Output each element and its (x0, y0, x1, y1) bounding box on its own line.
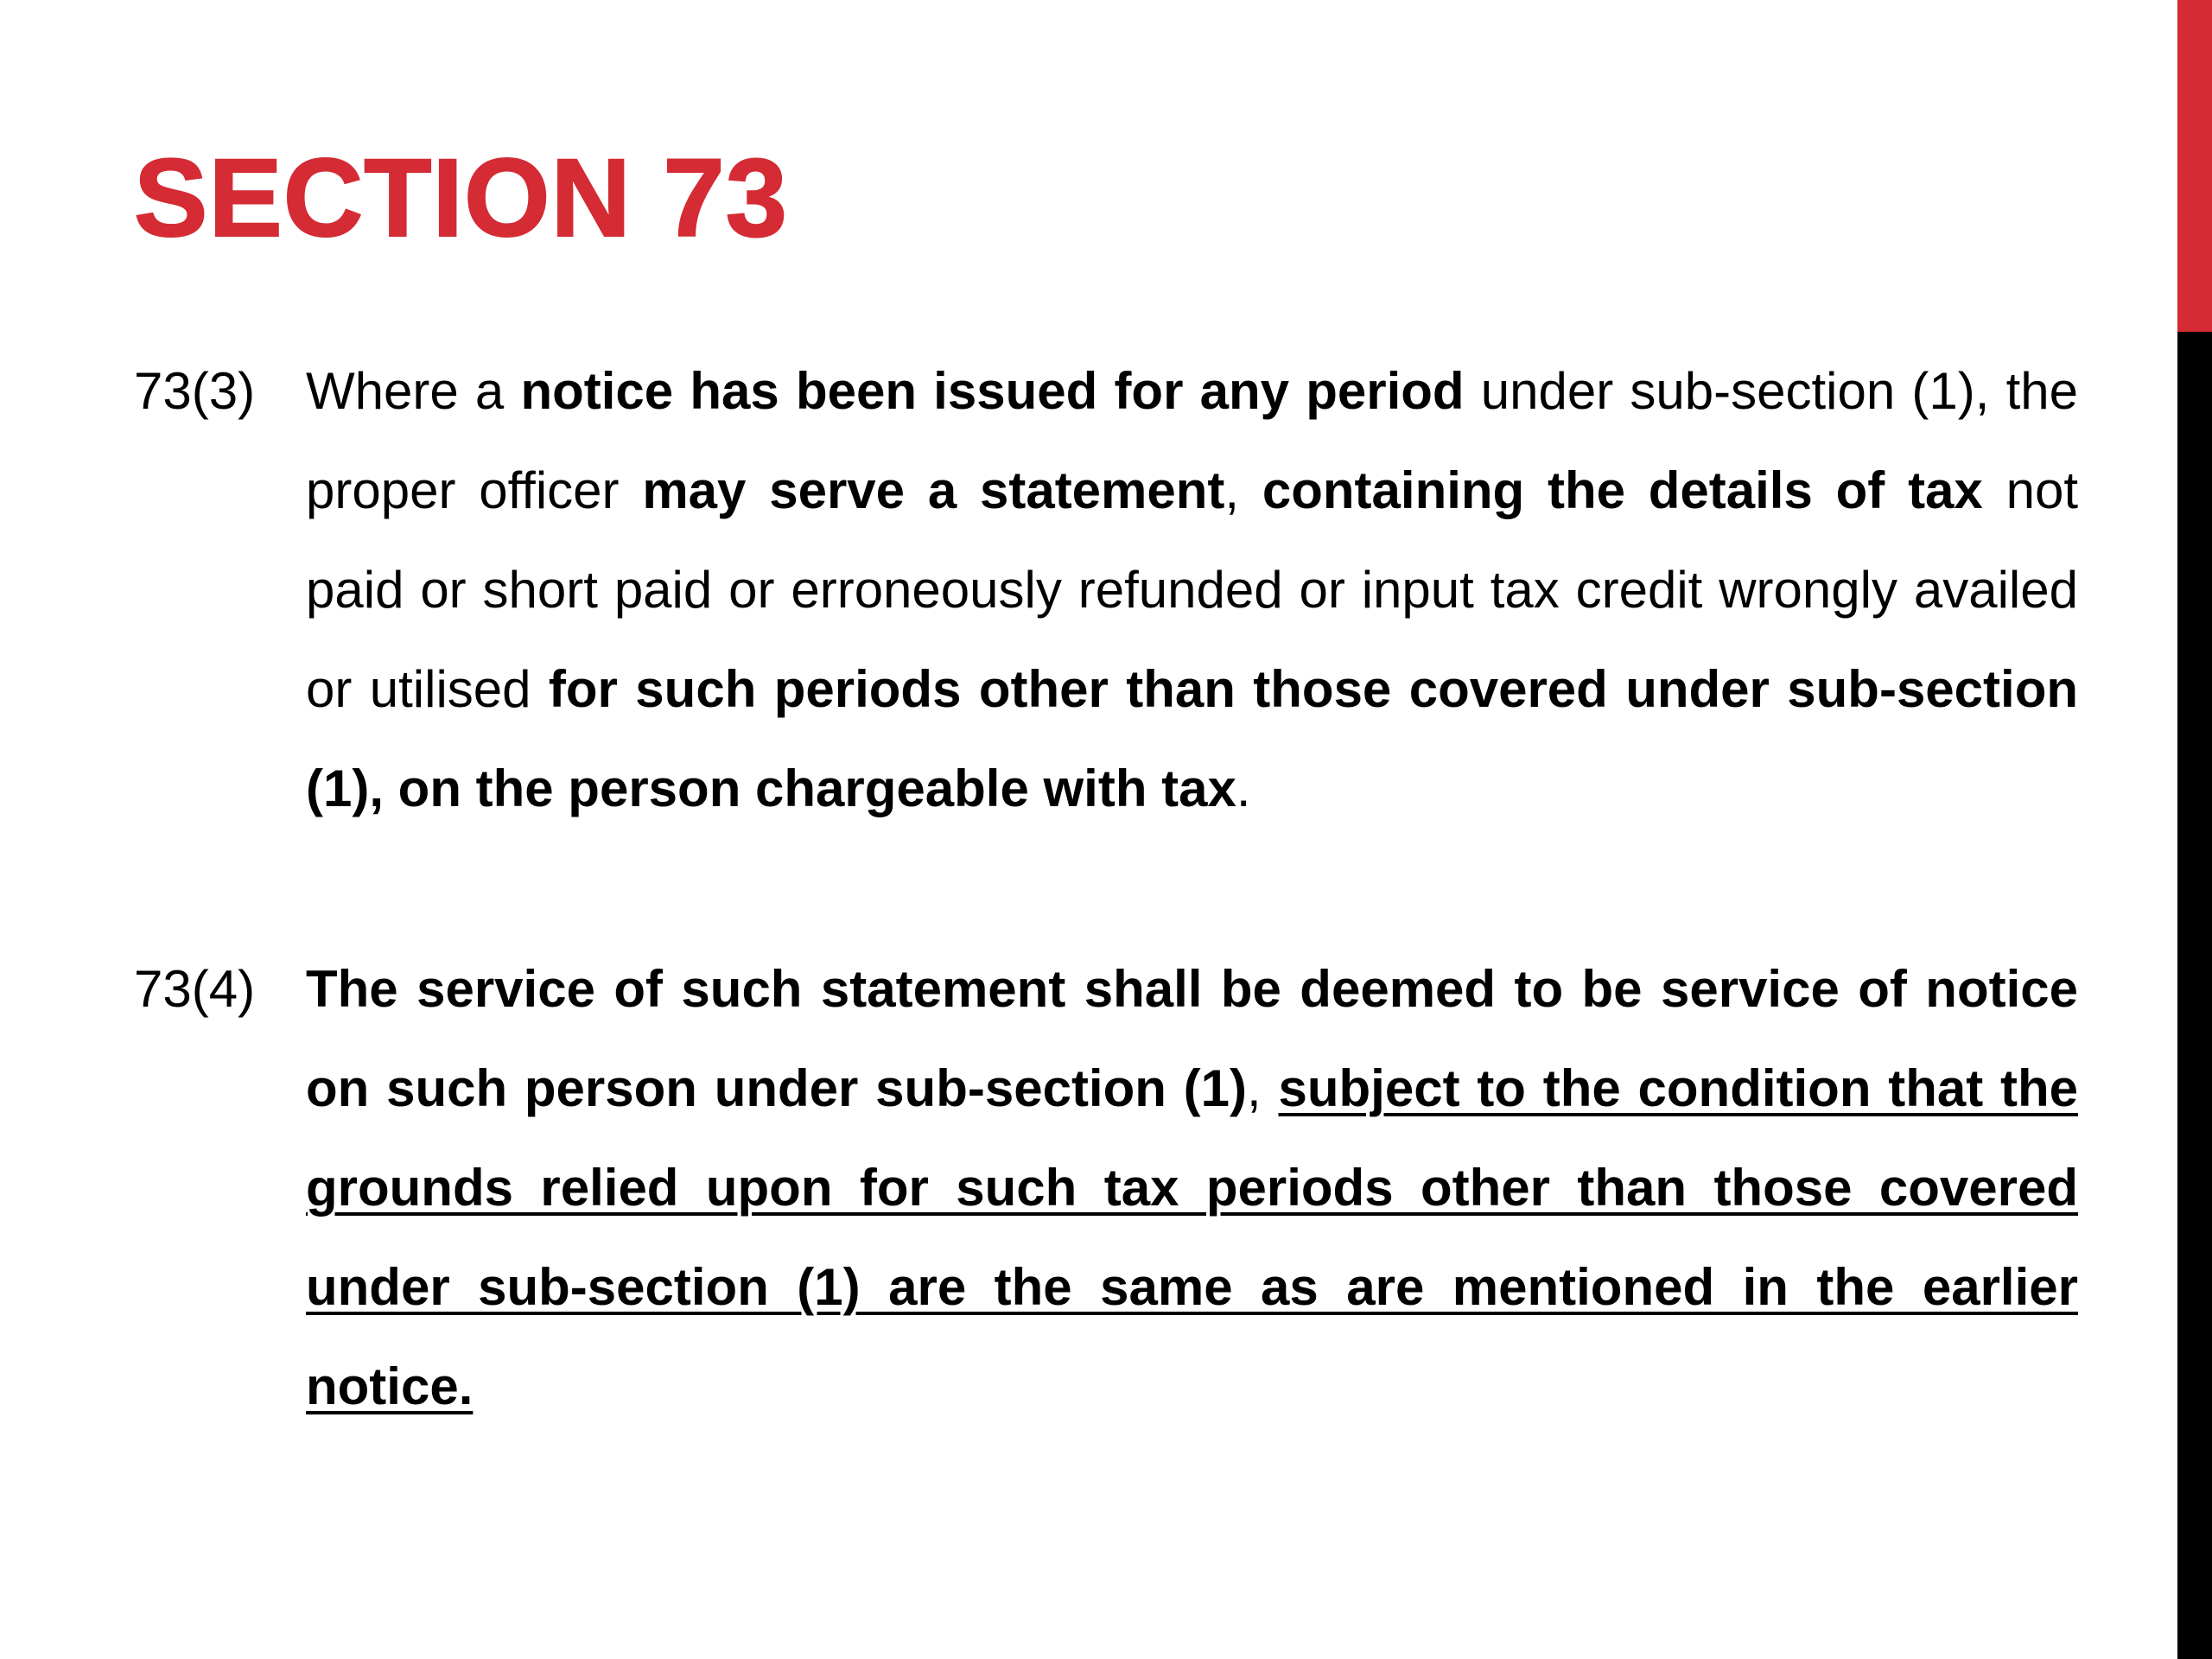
text-segment-bold-underlined: subject to the condition that the grounds relied upon for such tax periods other than those covered under sub-section (1) are the same as are mentioned in the earlier notice. (306, 1059, 2079, 1415)
text-segment-bold: may serve a statement (642, 461, 1225, 519)
slide-title: SECTION 73 (134, 137, 788, 260)
text-segment-bold: The service of such statement shall be deemed to be service of notice on such person under sub-section (1) (306, 960, 2078, 1117)
clause-number: 73(4) (134, 960, 256, 1018)
clause-text (306, 939, 2078, 1436)
clause-text (306, 341, 2078, 838)
clause-number: 73(3) (134, 362, 256, 420)
text-segment: . (1236, 760, 1251, 817)
clause-73-3 (134, 341, 2078, 838)
text-segment: , (1224, 461, 1262, 519)
accent-bar-black (2177, 332, 2212, 1659)
text-segment-bold: for such periods other than those covered under sub-section (1), on the person chargeable with tax (306, 660, 2078, 817)
accent-bar-red (2177, 0, 2212, 332)
text-segment: under sub-section (1), the proper officer (306, 362, 2079, 519)
clause-73-4 (134, 939, 2078, 1436)
text-segment: Where a (306, 362, 521, 420)
text-segment: , (1247, 1059, 1279, 1117)
text-segment-bold: notice has been issued for any period (520, 362, 1465, 420)
text-segment: not paid or short paid or erroneously refunded or input tax credit wrongly availed or utilised (306, 461, 2078, 718)
text-segment-bold: containing the details of tax (1262, 461, 1983, 519)
